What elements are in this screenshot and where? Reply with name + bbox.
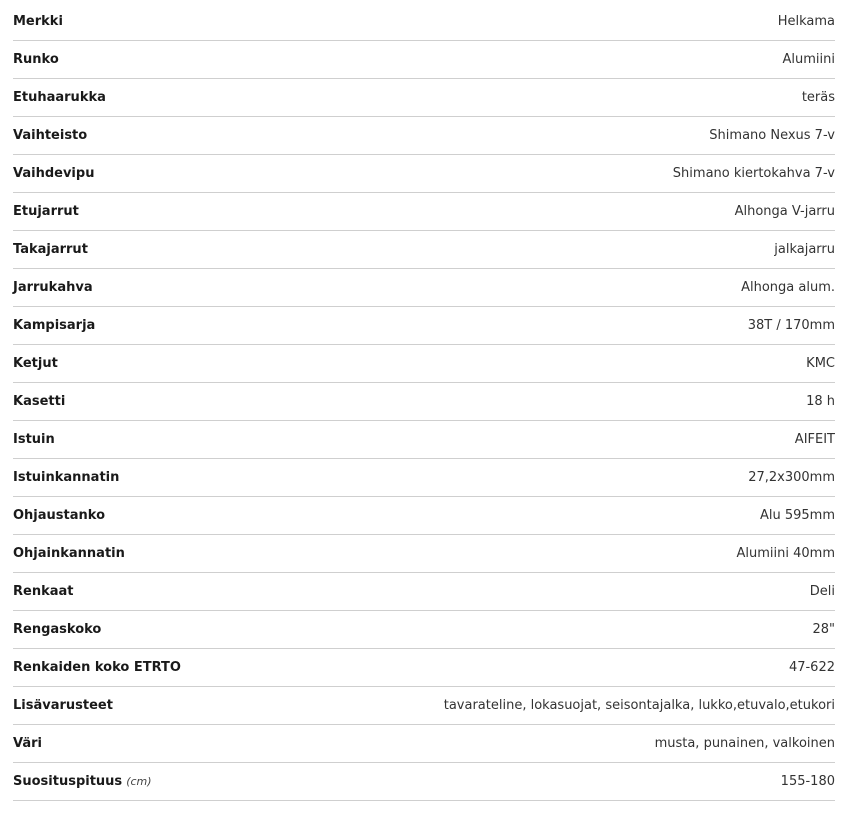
spec-row-vaihdevipu: [13, 155, 835, 193]
spec-row-ohjaustanko: [13, 497, 835, 535]
spec-label: Väri: [13, 736, 42, 751]
spec-label: Kasetti: [13, 394, 66, 409]
spec-label: Vaihteisto: [13, 128, 88, 143]
spec-label-text: Suosituspituus: [13, 774, 123, 789]
spec-row-suosituspituus: [13, 763, 835, 801]
spec-row-istuinkannatin: [13, 459, 835, 497]
spec-value: Shimano Nexus 7-v: [709, 128, 835, 143]
spec-value: jalkajarru: [774, 242, 835, 257]
spec-label: Vaihdevipu: [13, 166, 95, 181]
spec-value: Deli: [809, 584, 835, 599]
spec-value: Alu 595mm: [759, 508, 835, 523]
spec-value: Alhonga V-jarru: [734, 204, 835, 219]
spec-row-ketjut: [13, 345, 835, 383]
spec-row-renkaiden-koko-etrto: [13, 649, 835, 687]
spec-label: Rengaskoko: [13, 622, 102, 637]
spec-label: Ohjainkannatin: [13, 546, 125, 561]
spec-label: Jarrukahva: [13, 280, 93, 295]
spec-value: Alhonga alum.: [741, 280, 835, 295]
spec-row-renkaat: [13, 573, 835, 611]
spec-value: musta, punainen, valkoinen: [654, 736, 835, 751]
spec-unit: (cm): [126, 775, 152, 788]
spec-row-etuhaarukka: [13, 79, 835, 117]
spec-row-lisavarusteet: [13, 687, 835, 725]
spec-row-jarrukahva: [13, 269, 835, 307]
spec-value: tavarateline, lokasuojat, seisontajalka, lukko,etuvalo,etukori: [443, 698, 835, 713]
spec-row-ohjainkannatin: [13, 535, 835, 573]
spec-row-kasetti: [13, 383, 835, 421]
spec-row-takajarrut: [13, 231, 835, 269]
spec-row-kampisarja: [13, 307, 835, 345]
spec-value: 155-180: [780, 774, 835, 789]
spec-label: [13, 774, 152, 789]
spec-value: 27,2x300mm: [748, 470, 835, 485]
spec-row-etujarrut: [13, 193, 835, 231]
spec-label: Takajarrut: [13, 242, 88, 257]
spec-value: Helkama: [777, 14, 835, 29]
spec-label: Istuin: [13, 432, 55, 447]
spec-table: [13, 3, 835, 801]
spec-row-runko: [13, 41, 835, 79]
spec-label: Lisävarusteet: [13, 698, 113, 713]
spec-row-merkki: [13, 3, 835, 41]
spec-value: 18 h: [806, 394, 835, 409]
spec-label: Renkaat: [13, 584, 74, 599]
spec-value: 47-622: [788, 660, 835, 675]
spec-label: Etujarrut: [13, 204, 79, 219]
spec-value: teräs: [801, 90, 835, 105]
spec-value: AIFEIT: [794, 432, 835, 447]
spec-row-istuin: [13, 421, 835, 459]
spec-row-rengaskoko: [13, 611, 835, 649]
spec-value: Alumiini: [782, 52, 835, 67]
spec-row-vaihteisto: [13, 117, 835, 155]
spec-row-vari: [13, 725, 835, 763]
spec-label: Merkki: [13, 14, 63, 29]
spec-value: Shimano kiertokahva 7-v: [672, 166, 835, 181]
spec-value: 28": [812, 622, 835, 637]
spec-label: Ketjut: [13, 356, 58, 371]
spec-value: KMC: [806, 356, 835, 371]
spec-label: Etuhaarukka: [13, 90, 106, 105]
spec-label: Ohjaustanko: [13, 508, 105, 523]
spec-value: Alumiini 40mm: [736, 546, 835, 561]
spec-label: Runko: [13, 52, 59, 67]
spec-label: Renkaiden koko ETRTO: [13, 660, 181, 675]
spec-value: 38T / 170mm: [747, 318, 835, 333]
spec-label: Istuinkannatin: [13, 470, 120, 485]
spec-label: Kampisarja: [13, 318, 96, 333]
